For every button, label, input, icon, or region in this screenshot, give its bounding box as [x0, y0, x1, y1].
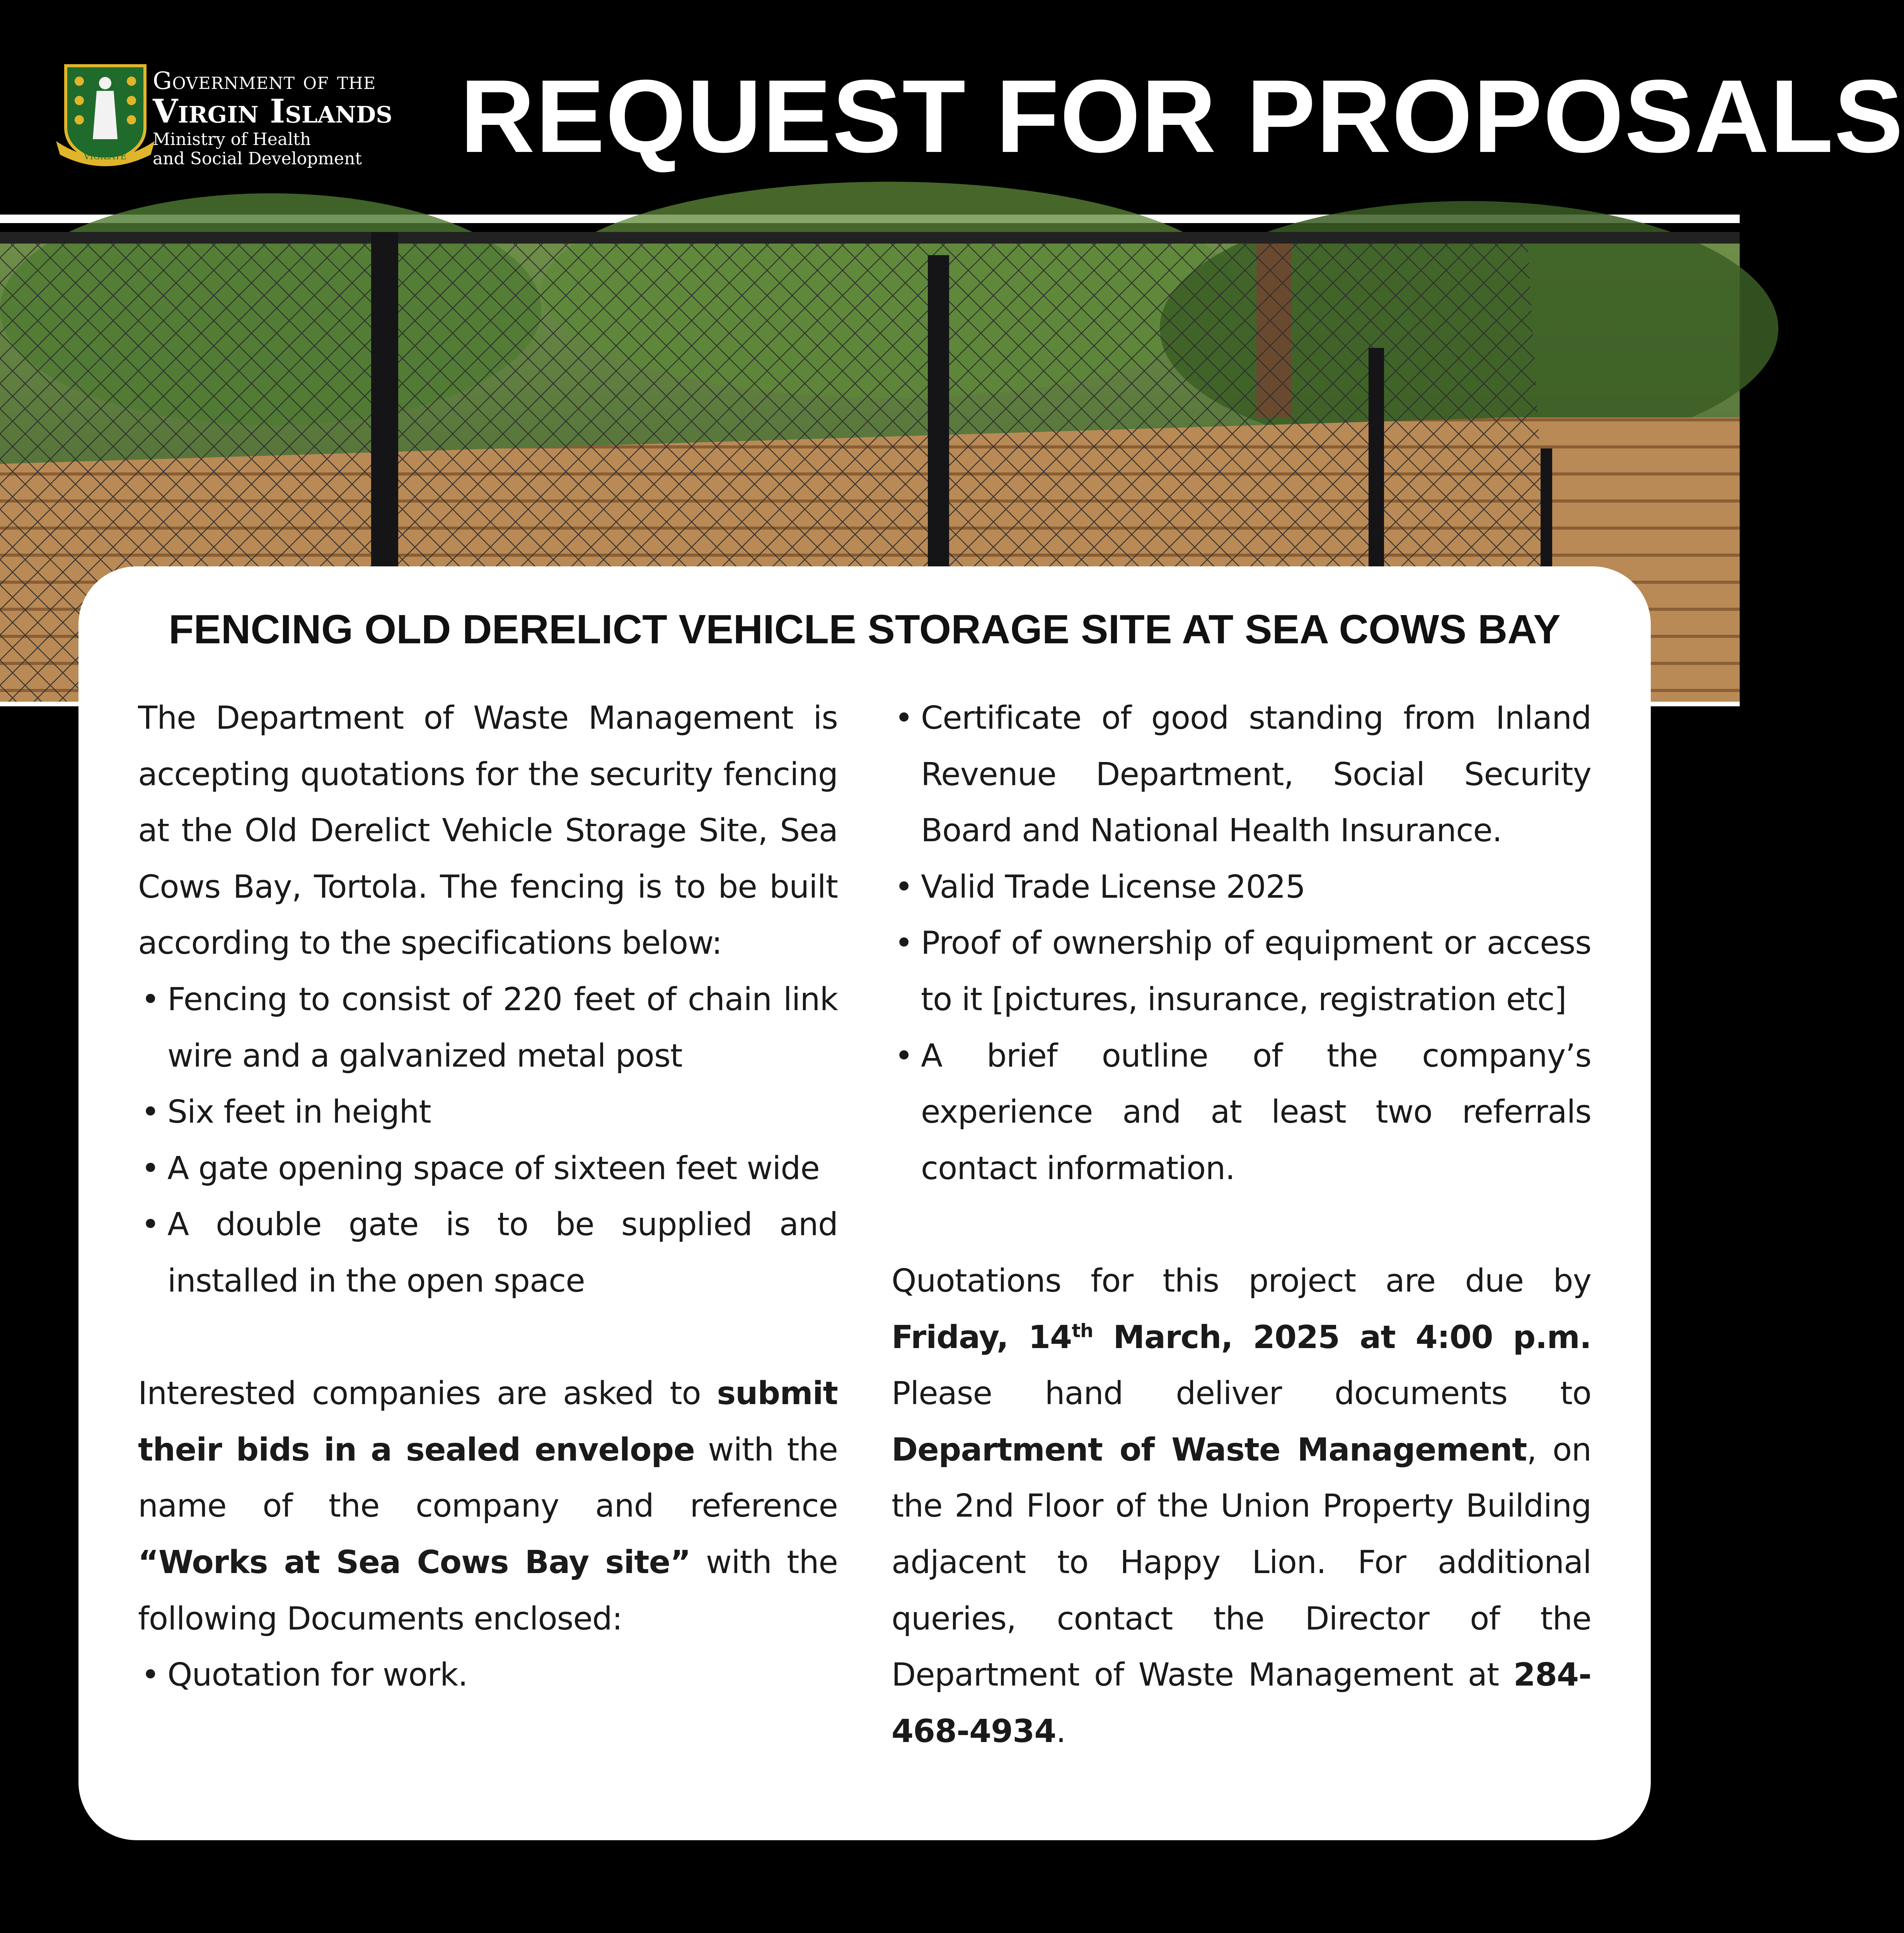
list-item: • Fencing to consist of 220 feet of chain link wire and a galvanized metal post: [138, 972, 838, 1084]
sealed-envelope-text: submit their bids in a sealed envelope: [138, 1375, 838, 1468]
intro-paragraph: The Department of Waste Management is accepting quotations for the security fencing at the Old Derelict Vehicle Storage Site, Sea Cows Bay, Tortola. The fencing is to be built according to the specifications below:: [138, 700, 838, 962]
list-item: • Certificate of good standing from Inland Revenue Department, Social Security Board and National Health Insurance.: [891, 690, 1591, 859]
ministry-line-2: and Social Development: [153, 149, 362, 169]
department-name: Department of Waste Management: [891, 1431, 1527, 1468]
deadline-date: Friday, 14th March, 2025 at 4:00 p.m.: [891, 1319, 1591, 1356]
documents-list: [138, 1647, 838, 1703]
list-item: • Valid Trade License 2025: [891, 859, 1591, 915]
list-item: • A brief outline of the company’s experience and at least two referrals contact information.: [891, 1028, 1591, 1197]
gov-line-1: Government of the: [153, 66, 376, 95]
list-item: • Six feet in height: [138, 1084, 838, 1140]
right-column: [891, 690, 1591, 1759]
phone-number: 284-468-4934: [891, 1657, 1591, 1750]
coat-of-arms-icon: [58, 62, 153, 166]
notice-title: FENCING OLD DERELICT VEHICLE STORAGE SITE AT SEA COWS BAY: [169, 607, 1561, 652]
spec-list: [138, 972, 838, 1309]
submit-paragraph: Interested companies are asked to submit their bids in a sealed envelope with the name of the company and reference “Works at Sea Cows Bay site” with the following Documents enclosed:: [138, 1375, 838, 1637]
list-item: • A double gate is to be supplied and installed in the open space: [138, 1197, 838, 1309]
reference-text: “Works at Sea Cows Bay site”: [138, 1544, 691, 1581]
gov-line-2: Virgin Islands: [153, 92, 392, 130]
list-item: • A gate opening space of sixteen feet wide: [138, 1140, 838, 1197]
deadline-paragraph: Quotations for this project are due by Friday, 14th March, 2025 at 4:00 p.m. Please hand deliver documents to Department of Waste Management, on the 2nd Floor of the Union Property Building adjacent to Happy Lion. For additional queries, contact the Director of the Department of Waste Management at 284-468-4934.: [891, 1262, 1591, 1750]
list-item: • Proof of ownership of equipment or access to it [pictures, insurance, registration etc]: [891, 915, 1591, 1028]
page-title: REQUEST FOR PROPOSALS: [460, 58, 1904, 174]
documents-list-continued: [891, 690, 1591, 1197]
list-item: • Quotation for work.: [138, 1647, 838, 1703]
government-wordmark: [153, 66, 408, 169]
ministry-line-1: Ministry of Health: [153, 130, 311, 149]
crest-motto: VIGILATE: [84, 152, 127, 162]
notice-card: [78, 566, 1651, 1840]
left-column: [138, 690, 838, 1703]
